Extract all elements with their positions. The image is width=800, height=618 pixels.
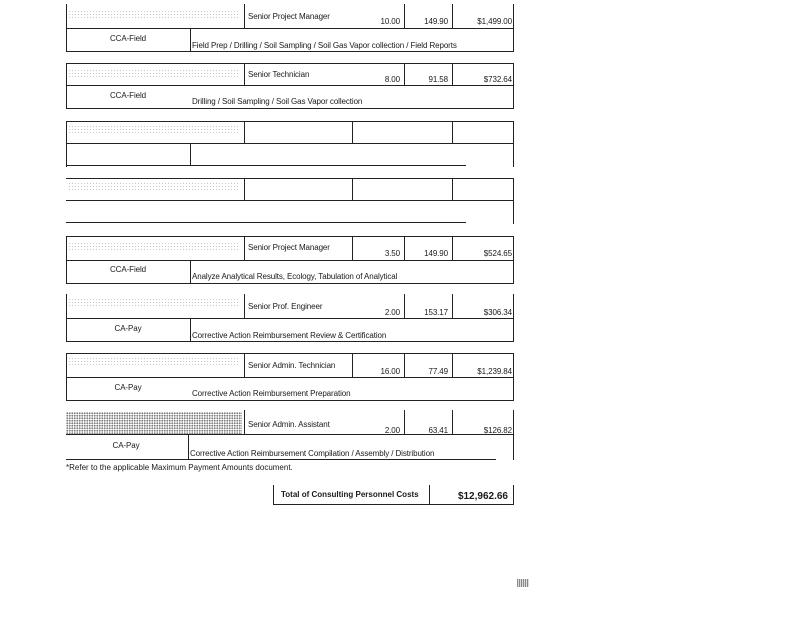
total-value: $12,962.66 — [457, 491, 508, 502]
billing-code: CCA-Field — [110, 34, 146, 43]
redacted-name — [68, 298, 238, 308]
amount-value: $1,239.84 — [477, 367, 512, 376]
position-title: Senior Technician — [248, 70, 310, 79]
redacted-name — [66, 412, 242, 434]
hours-value: 8.00 — [384, 75, 400, 84]
amount-value: $306.34 — [483, 308, 512, 317]
task-description: Corrective Action Reimbursement Review & Certification — [192, 331, 387, 340]
rate-value: 63.41 — [428, 426, 448, 435]
amount-value: $1,499.00 — [477, 17, 512, 26]
rate-value: 153.17 — [424, 308, 448, 317]
billing-code: CCA-Field — [110, 265, 146, 274]
page-stamp-icon — [517, 579, 529, 587]
redacted-name — [68, 182, 238, 192]
table-row — [66, 121, 514, 167]
task-description: Drilling / Soil Sampling / Soil Gas Vapor collection — [192, 97, 363, 106]
table-row — [66, 410, 514, 460]
redacted-name — [68, 69, 238, 79]
position-title: Senior Admin. Technician — [248, 361, 336, 370]
table-row — [66, 236, 514, 284]
hours-value: 2.00 — [384, 308, 400, 317]
table-row — [66, 353, 514, 401]
rate-value: 149.90 — [424, 17, 448, 26]
table-row — [66, 4, 514, 52]
hours-value: 2.00 — [384, 426, 400, 435]
table-row — [66, 294, 514, 342]
billing-code: CA-Pay — [112, 441, 140, 450]
position-title: Senior Admin. Assistant — [248, 420, 330, 429]
footnote: *Refer to the applicable Maximum Payment Amounts document. — [66, 463, 293, 472]
task-description: Analyze Analytical Results, Ecology, Tabulation of Analytical — [192, 272, 398, 281]
table-row — [66, 63, 514, 109]
amount-value: $126.82 — [483, 426, 512, 435]
redacted-name — [68, 242, 238, 252]
rate-value: 149.90 — [424, 249, 448, 258]
table-row — [66, 178, 514, 224]
amount-value: $732.64 — [483, 75, 512, 84]
billing-code: CA-Pay — [114, 324, 142, 333]
position-title: Senior Prof. Engineer — [248, 302, 323, 311]
position-title: Senior Project Manager — [248, 12, 330, 21]
total-box — [273, 485, 514, 505]
task-description: Corrective Action Reimbursement Preparation — [192, 389, 351, 398]
billing-code: CCA-Field — [110, 91, 146, 100]
rate-value: 91.58 — [428, 75, 448, 84]
amount-value: $524.65 — [483, 249, 512, 258]
redacted-name — [68, 357, 238, 367]
task-description: Corrective Action Reimbursement Compilation / Assembly / Distribution — [190, 449, 435, 458]
hours-value: 3.50 — [384, 249, 400, 258]
billing-code: CA-Pay — [114, 383, 142, 392]
hours-value: 16.00 — [380, 367, 400, 376]
rate-value: 77.49 — [428, 367, 448, 376]
total-label: Total of Consulting Personnel Costs — [281, 490, 419, 499]
position-title: Senior Project Manager — [248, 243, 330, 252]
redacted-name — [68, 10, 238, 20]
redacted-name — [68, 125, 238, 135]
task-description: Field Prep / Drilling / Soil Sampling / Soil Gas Vapor collection / Field Reports — [192, 41, 457, 50]
hours-value: 10.00 — [380, 17, 400, 26]
